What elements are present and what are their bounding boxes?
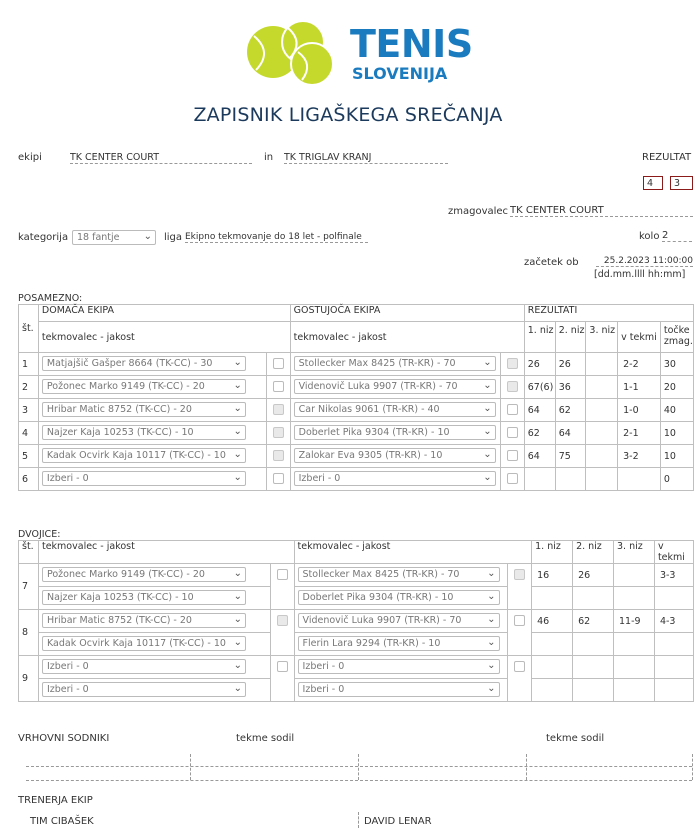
chevron-down-icon: ⌄ — [487, 568, 496, 579]
home-player-select-value: Matjajšič Gašper 8664 (TK-CC) - 30 — [46, 358, 213, 369]
away-player2-select[interactable] — [298, 590, 500, 605]
away-checkbox-cell — [501, 399, 525, 422]
home-player2-select[interactable] — [42, 590, 246, 605]
away-player-select[interactable] — [294, 425, 496, 440]
set3-input[interactable]: 11-9 — [614, 610, 655, 633]
set3-input[interactable] — [586, 376, 618, 399]
away-checkbox[interactable] — [514, 661, 525, 672]
set1-input[interactable]: 64 — [524, 399, 555, 422]
empty-cell — [614, 679, 655, 702]
set1-input[interactable]: 26 — [524, 353, 555, 376]
home-checkbox[interactable] — [273, 358, 284, 369]
away-player2-select[interactable] — [298, 682, 500, 697]
away-player-select[interactable] — [294, 448, 496, 463]
chevron-down-icon: ⌄ — [233, 426, 242, 437]
home-player2-select[interactable] — [42, 636, 246, 651]
away-player-select-value: Zalokar Eva 9305 (TR-KR) - 10 — [298, 450, 443, 461]
set1-input[interactable]: 16 — [532, 564, 573, 587]
away-player-select[interactable] — [294, 471, 496, 486]
chevron-down-icon: ⌄ — [483, 357, 492, 368]
doubles-row-second — [19, 633, 694, 656]
signature-divider-1 — [190, 754, 191, 780]
chevron-down-icon: ⌄ — [233, 449, 242, 460]
match-score-input[interactable]: 2-1 — [618, 422, 661, 445]
away-player2-select-cell — [294, 587, 508, 610]
empty-cell — [573, 679, 614, 702]
chevron-down-icon: ⌄ — [233, 591, 242, 602]
home-checkbox-cell — [270, 656, 294, 702]
singles-row — [19, 422, 694, 445]
away-player-select-cell — [290, 376, 501, 399]
chevron-down-icon: ⌄ — [233, 380, 242, 391]
set3-input[interactable] — [614, 564, 655, 587]
home-player2-select-cell — [38, 587, 270, 610]
set1-input[interactable]: 67(6) — [524, 376, 555, 399]
away-player-select-value: Videnovič Luka 9907 (TR-KR) - 70 — [298, 381, 458, 392]
home-checkbox-cell — [267, 399, 291, 422]
away-checkbox-cell — [501, 376, 525, 399]
home-player-select[interactable] — [42, 402, 246, 417]
empty-cell — [654, 633, 693, 656]
set3-input[interactable] — [586, 422, 618, 445]
empty-cell — [614, 587, 655, 610]
row-number: 1 — [19, 353, 39, 376]
liga-field[interactable]: Ekipno tekmovanje do 18 let - polfinale — [185, 232, 368, 243]
empty-cell — [614, 633, 655, 656]
row-number: 8 — [19, 610, 39, 656]
doubles-table — [18, 540, 694, 702]
away-checkbox-cell — [508, 564, 532, 610]
home-player2-select-cell — [38, 633, 270, 656]
dbl-col-set2: 2. niz — [573, 541, 614, 564]
away-checkbox-cell — [508, 656, 532, 702]
logo-text-tenis: TENIS — [350, 22, 473, 66]
doubles-row — [19, 610, 694, 633]
doubles-row — [19, 564, 694, 587]
home-player2-select-value: Izberi - 0 — [46, 684, 89, 695]
dbl-col-away: tekmovalec - jakost — [294, 541, 532, 564]
away-player1-select-value: Stollecker Max 8425 (TR-KR) - 70 — [302, 569, 460, 580]
chevron-down-icon: ⌄ — [487, 614, 496, 625]
away-player2-select-value: Doberlet Pika 9304 (TR-KR) - 10 — [302, 592, 454, 603]
home-player1-select-cell — [38, 610, 270, 633]
home-checkbox-cell — [267, 353, 291, 376]
home-player-select-value: Izberi - 0 — [46, 473, 89, 484]
match-ref-label-1: tekme sodil — [236, 733, 295, 744]
set1-input[interactable]: 64 — [524, 445, 555, 468]
col-set2: 2. niz — [555, 322, 586, 353]
set3-input[interactable] — [614, 656, 655, 679]
set2-input[interactable] — [555, 468, 586, 491]
chevron-down-icon: ⌄ — [233, 403, 242, 414]
away-player1-select[interactable] — [298, 567, 500, 582]
row-number: 5 — [19, 445, 39, 468]
away-player2-select-cell — [294, 633, 508, 656]
home-player-select-value: Najzer Kaja 10253 (TK-CC) - 10 — [46, 427, 194, 438]
match-score-input[interactable]: 1-0 — [618, 399, 661, 422]
row-number: 3 — [19, 399, 39, 422]
away-checkbox-cell — [501, 445, 525, 468]
away-player-select-cell — [290, 422, 501, 445]
chevron-down-icon: ⌄ — [487, 591, 496, 602]
set3-input[interactable] — [586, 445, 618, 468]
chevron-down-icon: ⌄ — [487, 637, 496, 648]
dbl-col-set1: 1. niz — [532, 541, 573, 564]
home-player-select[interactable] — [42, 356, 246, 371]
home-player1-select-value: Izberi - 0 — [46, 661, 89, 672]
match-score-input[interactable]: 4-3 — [654, 610, 693, 633]
page-title: ZAPISNIK LIGAŠKEGA SREČANJA — [193, 104, 503, 126]
away-player-select-value: Doberlet Pika 9304 (TR-KR) - 10 — [298, 427, 450, 438]
home-checkbox-cell — [270, 564, 294, 610]
empty-cell — [573, 587, 614, 610]
tenis-slovenija-logo — [246, 18, 476, 88]
coaches-label: TRENERJA EKIP — [18, 795, 93, 806]
chevron-down-icon: ⌄ — [233, 660, 242, 671]
kolo-field[interactable]: 2 — [662, 230, 692, 242]
home-player1-select[interactable] — [42, 613, 246, 628]
away-checkbox[interactable] — [507, 358, 518, 369]
home-player2-select[interactable] — [42, 682, 246, 697]
set2-input[interactable]: 62 — [555, 399, 586, 422]
home-checkbox[interactable] — [277, 615, 288, 626]
zacetek-label: začetek ob — [524, 257, 579, 268]
match-score-input[interactable] — [654, 656, 693, 679]
home-player-select-cell — [38, 445, 266, 468]
referees-label: VRHOVNI SODNIKI — [18, 733, 110, 744]
away-checkbox[interactable] — [507, 427, 518, 438]
empty-cell — [532, 587, 573, 610]
row-number: 2 — [19, 376, 39, 399]
kategorija-label: kategorija — [18, 232, 69, 243]
away-player-select-value: Car Nikolas 9061 (TR-KR) - 40 — [298, 404, 440, 415]
home-player1-select[interactable] — [42, 567, 246, 582]
set2-input[interactable]: 64 — [555, 422, 586, 445]
home-checkbox-cell — [267, 468, 291, 491]
coach-home[interactable]: TIM CIBAŠEK — [30, 816, 94, 827]
date-format-hint: [dd.mm.llll hh:mm] — [594, 269, 686, 280]
col-st: št. — [19, 305, 39, 353]
dbl-col-in-match: v tekmi — [654, 541, 693, 564]
away-player-select-value: Stollecker Max 8425 (TR-KR) - 70 — [298, 358, 456, 369]
away-checkbox[interactable] — [514, 569, 525, 580]
home-player-select-cell — [38, 399, 266, 422]
set1-input[interactable] — [532, 656, 573, 679]
away-checkbox[interactable] — [507, 381, 518, 392]
singles-section-label: POSAMEZNO: — [18, 293, 83, 304]
set3-input[interactable] — [586, 399, 618, 422]
empty-cell — [532, 679, 573, 702]
points-input[interactable]: 10 — [660, 445, 693, 468]
away-player-select[interactable] — [294, 356, 496, 371]
away-player-select[interactable] — [294, 402, 496, 417]
singles-row — [19, 468, 694, 491]
team-home-field[interactable]: TK CENTER COURT — [70, 152, 252, 164]
score-away-input[interactable]: 3 — [670, 176, 693, 190]
kategorija-select[interactable]: 18 fantje ⌄ — [72, 230, 156, 245]
chevron-down-icon: ⌄ — [483, 449, 492, 460]
away-checkbox-cell — [501, 422, 525, 445]
away-checkbox-cell — [501, 468, 525, 491]
doubles-row-second — [19, 679, 694, 702]
match-ref-label-2: tekme sodil — [546, 733, 605, 744]
singles-table — [18, 304, 694, 491]
match-score-input[interactable] — [618, 468, 661, 491]
away-player-select[interactable] — [294, 379, 496, 394]
chevron-down-icon: ⌄ — [143, 231, 152, 242]
chevron-down-icon: ⌄ — [233, 568, 242, 579]
doubles-row — [19, 656, 694, 679]
set3-input[interactable] — [586, 353, 618, 376]
score-home-input[interactable]: 4 — [643, 176, 663, 190]
chevron-down-icon: ⌄ — [487, 660, 496, 671]
points-input[interactable]: 10 — [660, 422, 693, 445]
home-player1-select-cell — [38, 656, 270, 679]
singles-row — [19, 353, 694, 376]
col-set1: 1. niz — [524, 322, 555, 353]
set2-input[interactable]: 26 — [573, 564, 614, 587]
home-player1-select-cell — [38, 564, 270, 587]
match-score-input[interactable]: 2-2 — [618, 353, 661, 376]
away-player-select-cell — [290, 353, 501, 376]
home-checkbox[interactable] — [277, 569, 288, 580]
home-checkbox-cell — [267, 376, 291, 399]
away-player2-select[interactable] — [298, 636, 500, 651]
winner-field[interactable]: TK CENTER COURT — [510, 205, 693, 217]
coach-away[interactable]: DAVID LENAR — [364, 816, 432, 827]
singles-row — [19, 399, 694, 422]
doubles-row-second — [19, 587, 694, 610]
home-player2-select-value: Kadak Ocvirk Kaja 10117 (TK-CC) - 10 — [46, 638, 226, 649]
signature-divider-4 — [692, 754, 693, 780]
points-input[interactable]: 30 — [660, 353, 693, 376]
coach-divider — [358, 812, 359, 828]
set2-input[interactable]: 26 — [555, 353, 586, 376]
col-set3: 3. niz — [586, 322, 618, 353]
chevron-down-icon: ⌄ — [233, 614, 242, 625]
points-input[interactable]: 20 — [660, 376, 693, 399]
home-checkbox[interactable] — [273, 473, 284, 484]
chevron-down-icon: ⌄ — [483, 403, 492, 414]
chevron-down-icon: ⌄ — [483, 380, 492, 391]
row-number: 6 — [19, 468, 39, 491]
in-label: in — [264, 152, 274, 163]
logo-text-slovenija: SLOVENIJA — [352, 64, 448, 83]
row-number: 4 — [19, 422, 39, 445]
team-away-field[interactable]: TK TRIGLAV KRANJ — [284, 152, 448, 164]
home-checkbox[interactable] — [273, 427, 284, 438]
signature-divider-3 — [526, 754, 527, 780]
home-player-select-cell — [38, 422, 266, 445]
home-player-select[interactable] — [42, 379, 246, 394]
home-checkbox-cell — [267, 445, 291, 468]
chevron-down-icon: ⌄ — [233, 472, 242, 483]
col-away-team: GOSTUJOČA EKIPA — [290, 305, 524, 322]
home-checkbox-cell — [267, 422, 291, 445]
away-checkbox[interactable] — [514, 615, 525, 626]
away-player2-select-value: Flerin Lara 9294 (TR-KR) - 10 — [302, 638, 441, 649]
set2-input[interactable]: 36 — [555, 376, 586, 399]
col-home-player: tekmovalec - jakost — [38, 322, 290, 353]
col-away-player: tekmovalec - jakost — [290, 322, 524, 353]
col-home-team: DOMAČA EKIPA — [38, 305, 290, 322]
dbl-col-home: tekmovalec - jakost — [38, 541, 294, 564]
home-player2-select-cell — [38, 679, 270, 702]
away-checkbox[interactable] — [507, 404, 518, 415]
home-player-select-cell — [38, 468, 266, 491]
home-player-select-value: Požonec Marko 9149 (TK-CC) - 20 — [46, 381, 205, 392]
away-checkbox-cell — [501, 353, 525, 376]
away-checkbox[interactable] — [507, 450, 518, 461]
chevron-down-icon: ⌄ — [483, 426, 492, 437]
zacetek-field[interactable]: 25.2.2023 11:00:00 — [596, 256, 693, 267]
set2-input[interactable] — [573, 656, 614, 679]
singles-row — [19, 445, 694, 468]
empty-cell — [654, 587, 693, 610]
dbl-col-set3: 3. niz — [614, 541, 655, 564]
signature-line-bottom — [26, 780, 692, 781]
away-player1-select-cell — [294, 564, 508, 587]
home-checkbox[interactable] — [273, 450, 284, 461]
home-player-select[interactable] — [42, 425, 246, 440]
set1-input[interactable] — [524, 468, 555, 491]
away-player1-select-cell — [294, 656, 508, 679]
col-points: točke zmag. — [660, 322, 693, 353]
row-number: 7 — [19, 564, 39, 610]
away-player2-select-value: Izberi - 0 — [302, 684, 345, 695]
home-player-select[interactable] — [42, 448, 246, 463]
set2-input[interactable]: 75 — [555, 445, 586, 468]
away-player1-select-cell — [294, 610, 508, 633]
row-number: 9 — [19, 656, 39, 702]
home-player-select-cell — [38, 376, 266, 399]
doubles-section-label: DVOJICE: — [18, 529, 61, 540]
set1-input[interactable]: 46 — [532, 610, 573, 633]
match-score-input[interactable]: 3-2 — [618, 445, 661, 468]
home-checkbox[interactable] — [277, 661, 288, 672]
home-checkbox-cell — [270, 610, 294, 656]
away-player1-select[interactable] — [298, 659, 500, 674]
set3-input[interactable] — [586, 468, 618, 491]
dbl-col-st: št. — [19, 541, 39, 564]
match-score-input[interactable]: 1-1 — [618, 376, 661, 399]
signature-divider-2 — [358, 754, 359, 780]
rezultat-label: REZULTAT — [642, 152, 692, 163]
empty-cell — [654, 679, 693, 702]
away-player-select-cell — [290, 468, 501, 491]
home-player-select[interactable] — [42, 471, 246, 486]
home-player-select-value: Kadak Ocvirk Kaja 10117 (TK-CC) - 10 — [46, 450, 226, 461]
empty-cell — [573, 633, 614, 656]
empty-cell — [532, 633, 573, 656]
home-player1-select[interactable] — [42, 659, 246, 674]
home-checkbox[interactable] — [273, 404, 284, 415]
away-player-select-value: Izberi - 0 — [298, 473, 341, 484]
match-score-input[interactable]: 3-3 — [654, 564, 693, 587]
set2-input[interactable]: 62 — [573, 610, 614, 633]
col-in-match: v tekmi — [618, 322, 661, 353]
chevron-down-icon: ⌄ — [233, 683, 242, 694]
away-player1-select-value: Izberi - 0 — [302, 661, 345, 672]
ekipi-label: ekipi — [18, 152, 42, 163]
singles-row — [19, 376, 694, 399]
chevron-down-icon: ⌄ — [483, 472, 492, 483]
away-player2-select-cell — [294, 679, 508, 702]
away-checkbox-cell — [508, 610, 532, 656]
signature-line-top — [26, 766, 692, 767]
liga-label: liga — [164, 232, 183, 243]
away-player1-select[interactable] — [298, 613, 500, 628]
home-player1-select-value: Požonec Marko 9149 (TK-CC) - 20 — [46, 569, 205, 580]
points-input[interactable]: 40 — [660, 399, 693, 422]
home-player1-select-value: Hribar Matic 8752 (TK-CC) - 20 — [46, 615, 192, 626]
away-player-select-cell — [290, 445, 501, 468]
away-checkbox[interactable] — [507, 473, 518, 484]
chevron-down-icon: ⌄ — [487, 683, 496, 694]
away-player1-select-value: Videnovič Luka 9907 (TR-KR) - 70 — [302, 615, 462, 626]
points-input[interactable]: 0 — [660, 468, 693, 491]
home-player2-select-value: Najzer Kaja 10253 (TK-CC) - 10 — [46, 592, 194, 603]
away-player-select-cell — [290, 399, 501, 422]
kolo-label: kolo — [639, 231, 660, 242]
home-checkbox[interactable] — [273, 381, 284, 392]
home-player-select-value: Hribar Matic 8752 (TK-CC) - 20 — [46, 404, 192, 415]
home-player-select-cell — [38, 353, 266, 376]
chevron-down-icon: ⌄ — [233, 637, 242, 648]
col-results: REZULTATI — [524, 305, 693, 322]
chevron-down-icon: ⌄ — [233, 357, 242, 368]
set1-input[interactable]: 62 — [524, 422, 555, 445]
zmagovalec-label: zmagovalec — [448, 206, 509, 217]
